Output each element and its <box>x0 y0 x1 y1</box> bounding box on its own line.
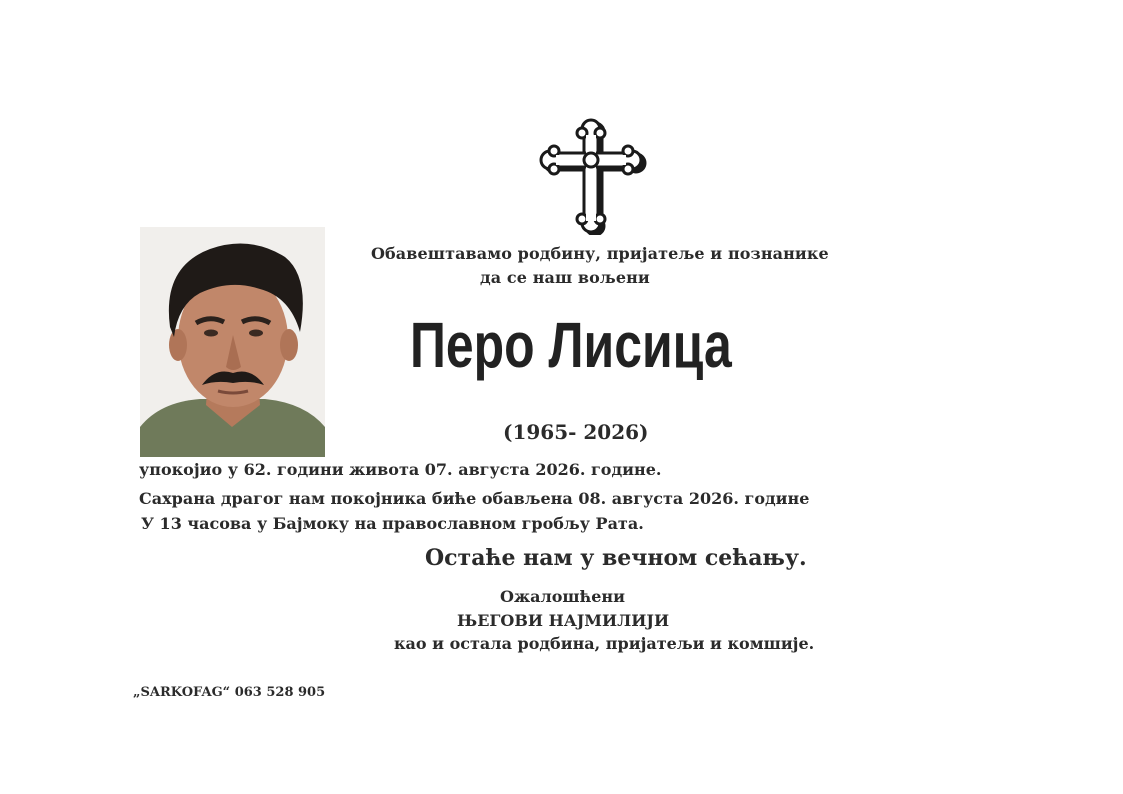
mourners-family: ЊЕГОВИ НАЈМИЛИЈИ <box>457 611 670 630</box>
mourners-others: као и остала родбина, пријатељи и комшије. <box>394 634 815 653</box>
death-date-line: упокојио у 62. години живота 07. августа 2026. године. <box>139 460 662 479</box>
funeral-line-2: У 13 часова у Бајмоку на православном гробљу Рата. <box>141 514 644 533</box>
mourners-label: Ожалошћени <box>500 587 625 606</box>
intro-line-1: Обавештавамо родбину, пријатеље и познанике <box>371 244 829 263</box>
intro-line-2: да се наш вољени <box>480 268 650 287</box>
deceased-portrait <box>140 227 325 457</box>
remembrance-line: Остаће нам у вечном сећању. <box>425 545 807 571</box>
orthodox-cross-icon <box>538 117 648 235</box>
funeral-home-contact: „SARKOFAG“ 063 528 905 <box>133 685 326 700</box>
funeral-line-1: Сахрана драгог нам покојника биће обављена 08. августа 2026. године <box>139 489 810 508</box>
deceased-name: Перо Лисица <box>410 309 732 381</box>
life-years: (1965- 2026) <box>503 420 649 444</box>
